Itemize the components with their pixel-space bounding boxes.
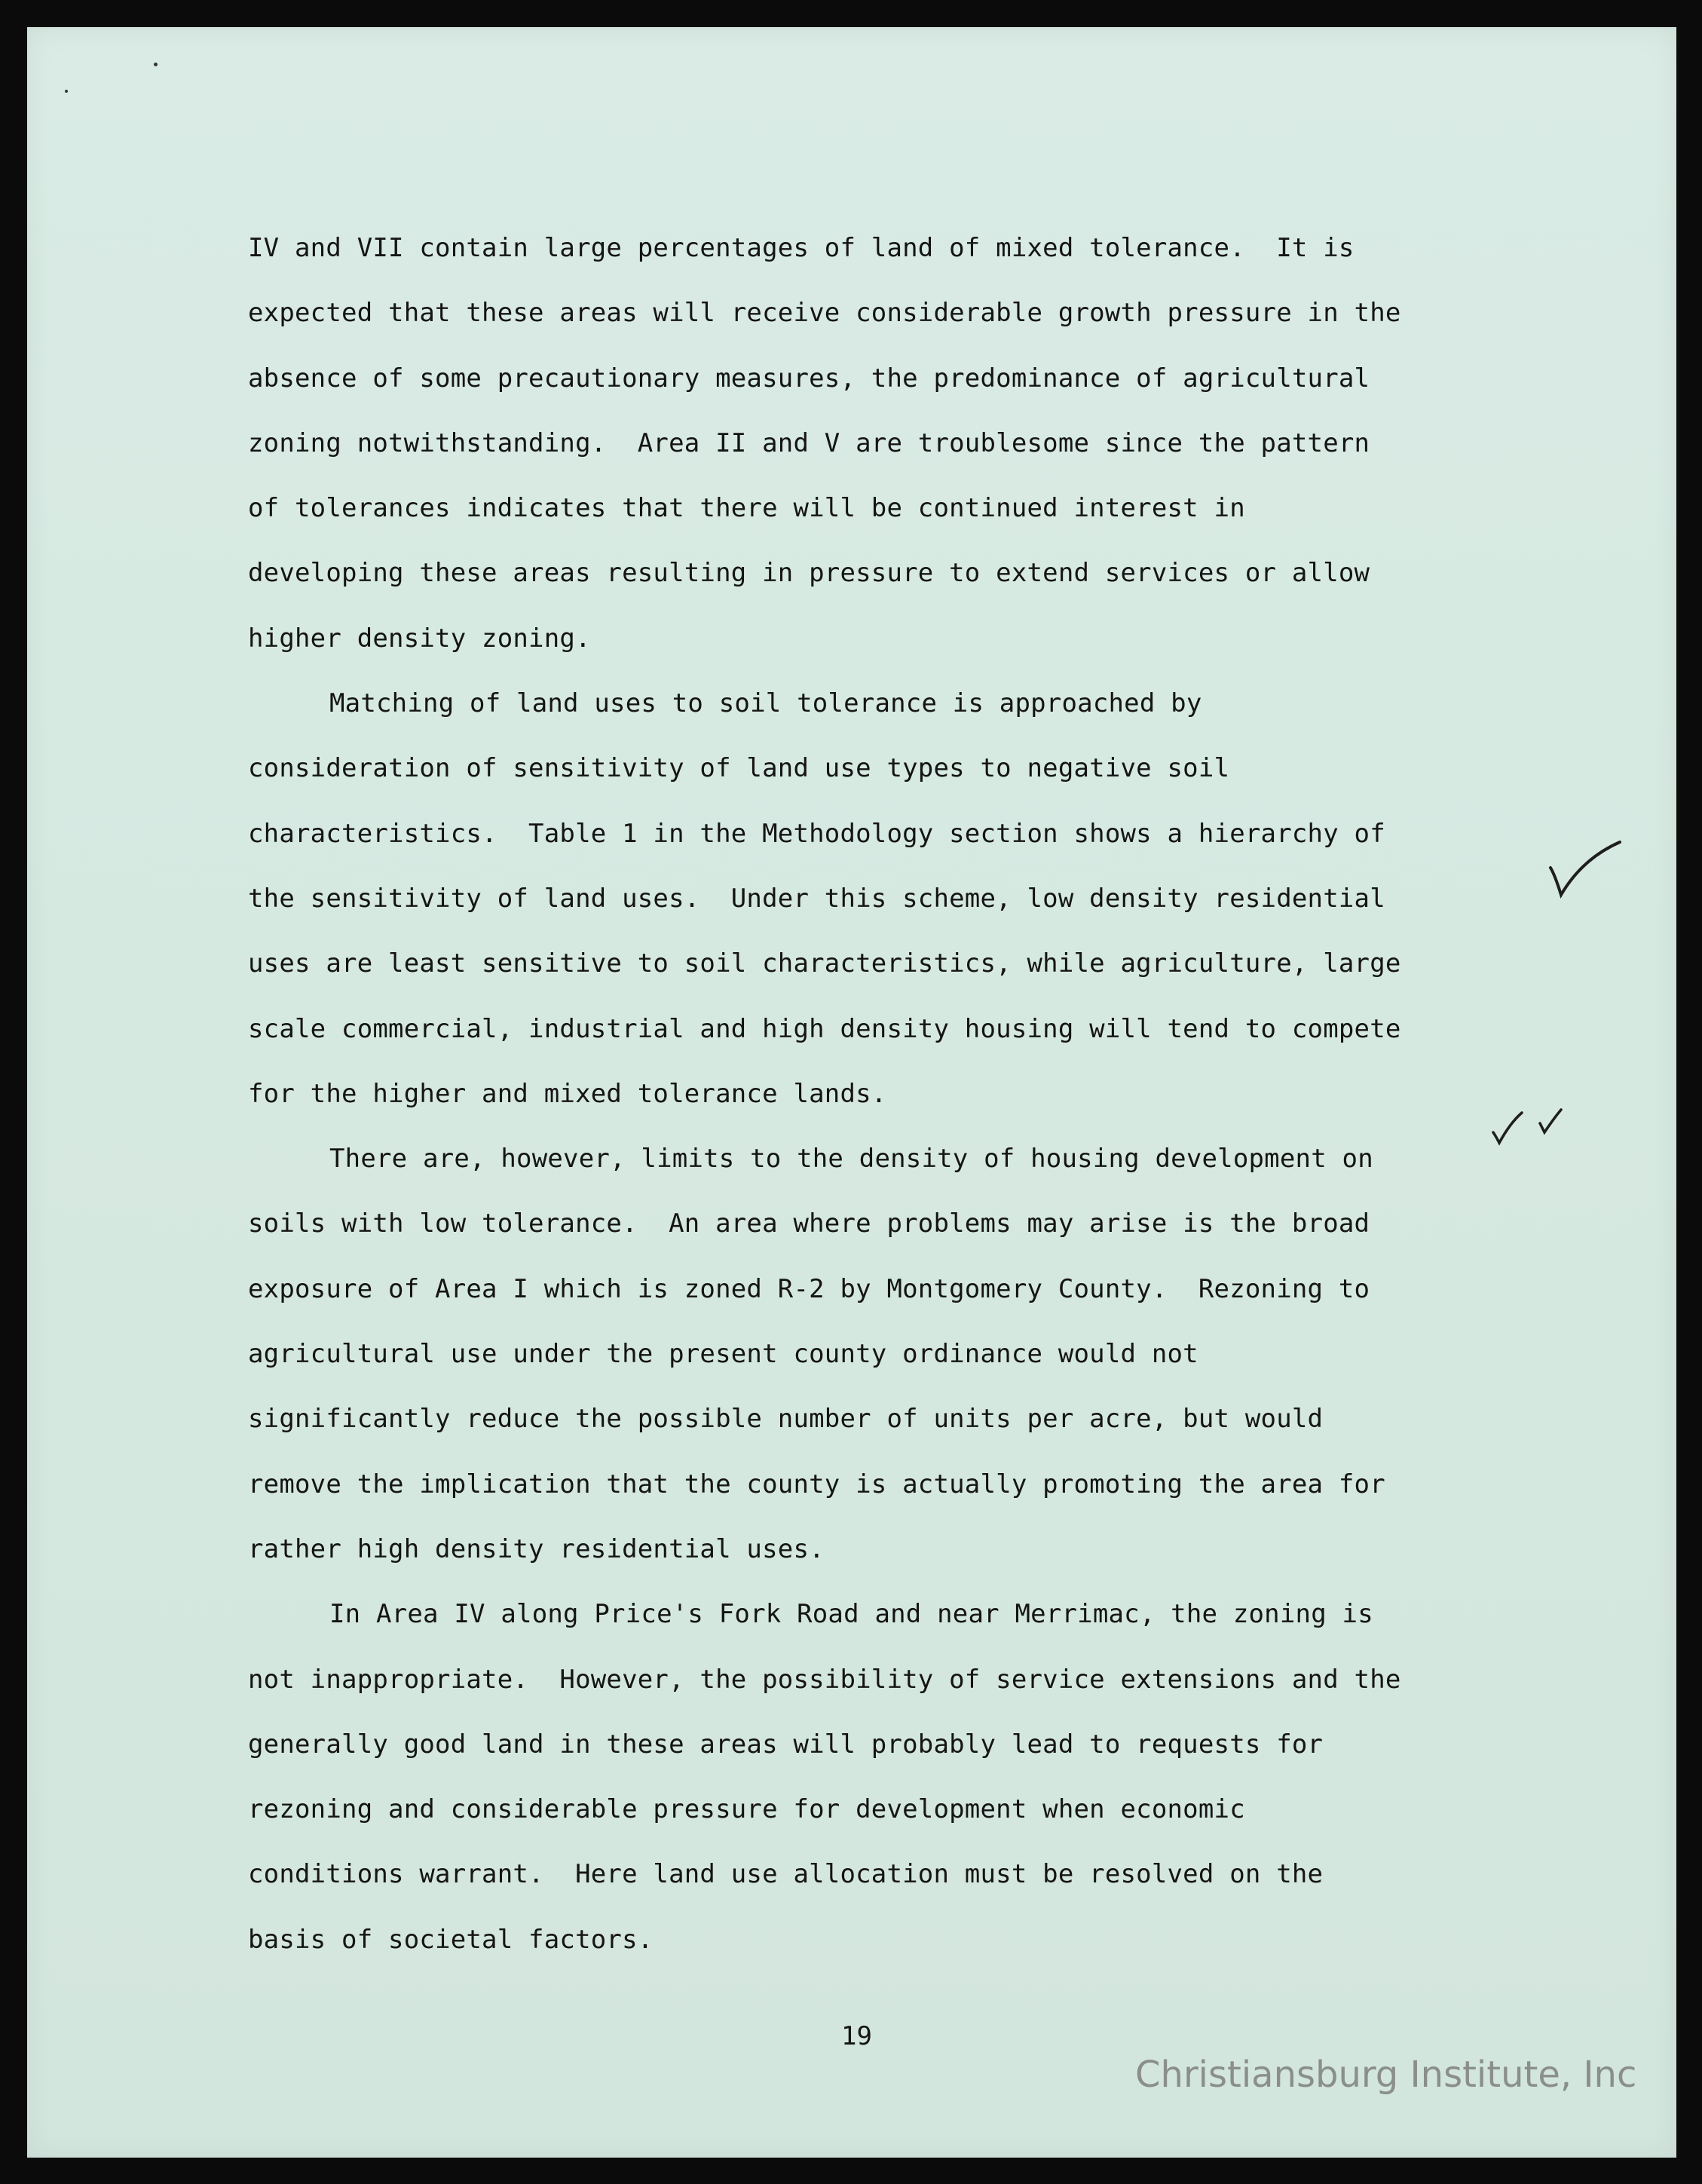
text-line: basis of societal factors. (248, 1924, 654, 1955)
text-line: conditions warrant. Here land use allocation must be resolved on the (248, 1859, 1324, 1890)
text-line: agricultural use under the present county ordinance would not (248, 1339, 1198, 1370)
text-line: absence of some precautionary measures, the predominance of agricultural (248, 363, 1370, 394)
paragraph (248, 1126, 1484, 1582)
document-page (27, 27, 1676, 2158)
text-line: expected that these areas will receive considerable growth pressure in the (248, 298, 1401, 329)
paragraph (248, 1582, 1484, 1972)
handwritten-double-check-icon (1486, 1104, 1576, 1156)
paper-speck (154, 63, 158, 66)
text-line: Matching of land uses to soil tolerance is approached by (329, 688, 1202, 719)
text-line: scale commercial, industrial and high density housing will tend to compete (248, 1013, 1401, 1044)
text-line: IV and VII contain large percentages of land of mixed tolerance. It is (248, 233, 1355, 263)
text-line: consideration of sensitivity of land use types to negative soil (248, 753, 1230, 784)
text-line: In Area IV along Price's Fork Road and near Merrimac, the zoning is (329, 1599, 1373, 1630)
text-line: uses are least sensitive to soil characteristics, while agriculture, large (248, 948, 1401, 979)
text-line: exposure of Area I which is zoned R-2 by Montgomery County. Rezoning to (248, 1273, 1370, 1304)
text-line: rather high density residential uses. (248, 1533, 825, 1564)
paper-speck (65, 90, 68, 93)
watermark: Christiansburg Institute, Inc (1135, 2054, 1637, 2096)
handwritten-check-icon (1544, 836, 1627, 904)
text-line: zoning notwithstanding. Area II and V are troublesome since the pattern (248, 427, 1370, 458)
text-line: not inappropriate. However, the possibility of service extensions and the (248, 1664, 1401, 1695)
text-line: generally good land in these areas will probably lead to requests for (248, 1729, 1324, 1760)
text-line: for the higher and mixed tolerance lands. (248, 1078, 887, 1109)
text-line: developing these areas resulting in pressure to extend services or allow (248, 558, 1370, 589)
text-line: remove the implication that the county is actually promoting the area for (248, 1469, 1385, 1499)
text-line: rezoning and considerable pressure for development when economic (248, 1794, 1245, 1825)
text-line: significantly reduce the possible number of units per acre, but would (248, 1404, 1324, 1435)
paragraph (248, 216, 1484, 671)
page-number: 19 (841, 2021, 872, 2051)
text-line: characteristics. Table 1 in the Methodology section shows a hierarchy of (248, 818, 1385, 849)
text-line: higher density zoning. (248, 623, 591, 654)
text-line: There are, however, limits to the density of housing development on (329, 1144, 1373, 1175)
text-line: of tolerances indicates that there will be continued interest in (248, 493, 1245, 524)
paragraph (248, 671, 1484, 1126)
body-text (248, 216, 1484, 1972)
text-line: soils with low tolerance. An area where problems may arise is the broad (248, 1208, 1370, 1239)
text-line: the sensitivity of land uses. Under this scheme, low density residential (248, 883, 1385, 914)
